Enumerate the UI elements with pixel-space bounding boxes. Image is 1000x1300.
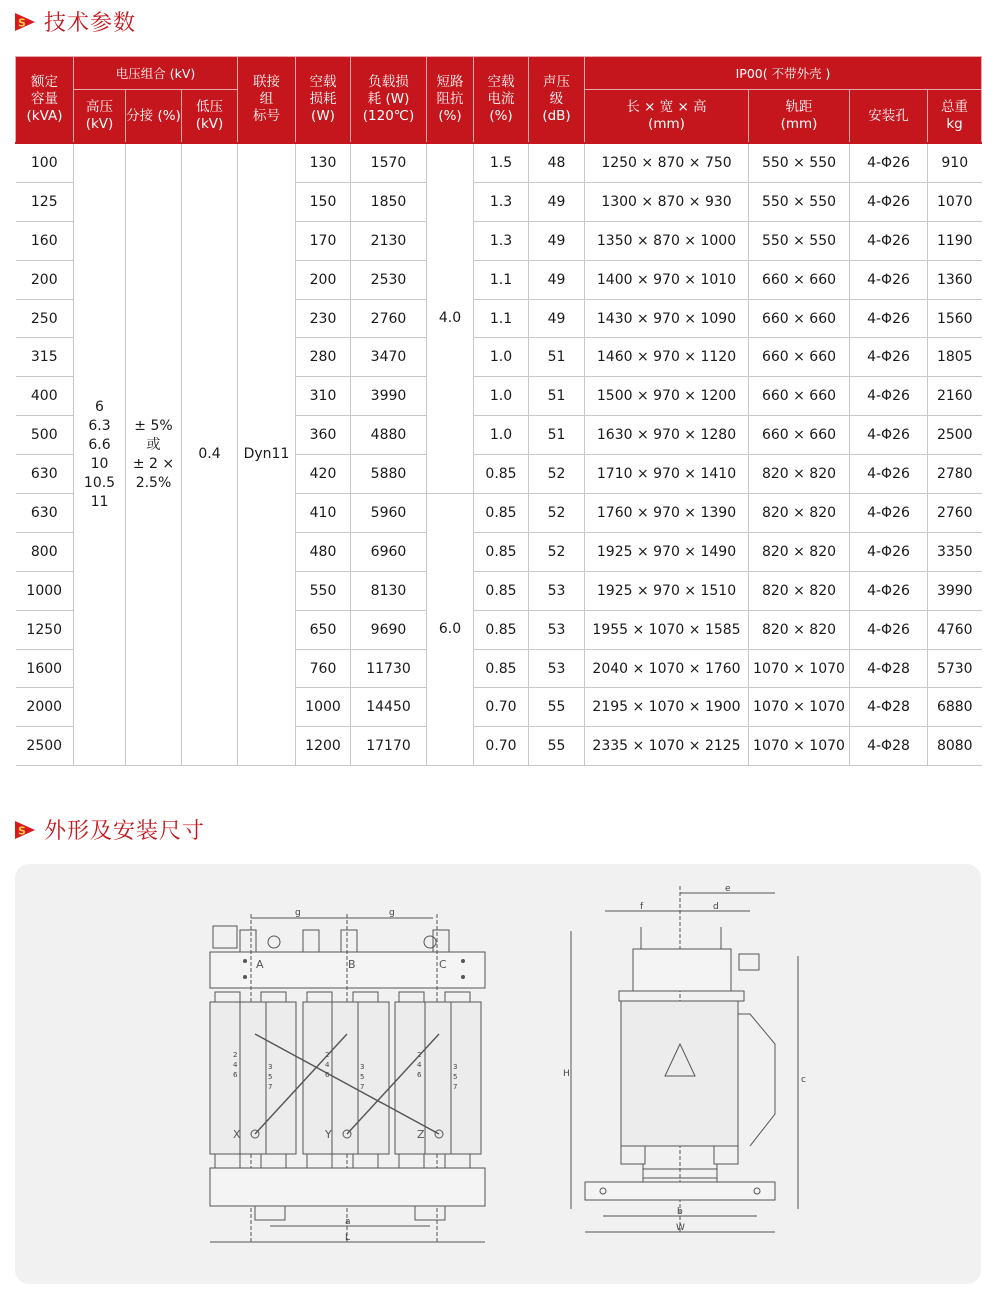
cell-weight: 3990: [928, 571, 982, 610]
header-tap: 分接 (%): [126, 90, 182, 144]
phase-label-a: A: [256, 958, 264, 971]
cell-weight: 1190: [928, 221, 982, 260]
cell-mounting-holes: 4-Φ26: [850, 494, 928, 533]
tap-value: ± 2 ×: [132, 455, 175, 472]
cell-weight: 1805: [928, 338, 982, 377]
cell-mounting-holes: 4-Φ26: [850, 338, 928, 377]
cell-dimensions: 1430 × 970 × 1090: [585, 299, 749, 338]
cell-noise: 49: [529, 182, 585, 221]
cell-no-load-current: 1.5: [474, 143, 529, 182]
cell-gauge: 660 × 660: [749, 338, 850, 377]
cell-no-load-loss: 480: [296, 532, 351, 571]
cell-no-load-loss: 760: [296, 649, 351, 688]
header-no-load-loss: 空载 损耗 (W): [296, 57, 351, 144]
cell-no-load-loss: 360: [296, 416, 351, 455]
cell-dimensions: 1460 × 970 × 1120: [585, 338, 749, 377]
cell-noise: 49: [529, 299, 585, 338]
cell-noise: 51: [529, 416, 585, 455]
hv-value: 10.5: [83, 474, 116, 491]
cell-tap-values: [126, 143, 182, 766]
cell-noise: 55: [529, 727, 585, 766]
cell-no-load-current: 0.85: [474, 494, 529, 533]
cell-no-load-loss: 150: [296, 182, 351, 221]
section-title-tech-params: [14, 6, 136, 37]
cell-mounting-holes: 4-Φ26: [850, 182, 928, 221]
cell-no-load-current: 1.0: [474, 338, 529, 377]
tap-number: 5: [453, 1073, 458, 1081]
cell-load-loss: 5960: [351, 494, 427, 533]
header-weight: 总重 kg: [928, 90, 982, 144]
phase-label-b: B: [348, 958, 356, 971]
cell-noise: 48: [529, 143, 585, 182]
cell-weight: 1360: [928, 260, 982, 299]
cell-mounting-holes: 4-Φ28: [850, 727, 928, 766]
cell-load-loss: 1850: [351, 182, 427, 221]
svg-text:S: S: [18, 824, 26, 837]
cell-noise: 52: [529, 494, 585, 533]
cell-capacity: 200: [16, 260, 74, 299]
outline-drawings-panel: [15, 864, 981, 1284]
cell-noise: 49: [529, 260, 585, 299]
cell-mounting-holes: 4-Φ26: [850, 532, 928, 571]
dim-label-f: f: [640, 902, 644, 912]
cell-load-loss: 4880: [351, 416, 427, 455]
dim-label-g: g: [389, 908, 395, 918]
cell-no-load-current: 1.1: [474, 299, 529, 338]
cell-mounting-holes: 4-Φ26: [850, 455, 928, 494]
dim-label-c: c: [801, 1075, 806, 1085]
header-vector-group: 联接 组 标号: [238, 57, 296, 144]
header-voltage-combo: 电压组合 (kV): [74, 57, 238, 90]
hv-value: 6.3: [88, 417, 111, 434]
cell-dimensions: 1925 × 970 × 1510: [585, 571, 749, 610]
cell-gauge: 820 × 820: [749, 494, 850, 533]
cell-noise: 55: [529, 688, 585, 727]
cell-dimensions: 1500 × 970 × 1200: [585, 377, 749, 416]
cell-gauge: 820 × 820: [749, 455, 850, 494]
cell-dimensions: 1300 × 870 × 930: [585, 182, 749, 221]
cell-load-loss: 11730: [351, 649, 427, 688]
tap-value: ± 5%: [134, 417, 173, 434]
dim-label-e: e: [725, 884, 731, 894]
cell-capacity: 500: [16, 416, 74, 455]
cell-mounting-holes: 4-Φ26: [850, 143, 928, 182]
hv-value: 6: [95, 398, 104, 415]
tap-number: 2: [233, 1051, 238, 1059]
cell-weight: 8080: [928, 727, 982, 766]
section-title-text: 外形及安装尺寸: [44, 819, 206, 844]
cell-gauge: 820 × 820: [749, 532, 850, 571]
header-noise: 声压 级 (dB): [529, 57, 585, 144]
cell-load-loss: 2530: [351, 260, 427, 299]
terminal-label-z: Z: [417, 1128, 425, 1141]
section-bullet-icon: [14, 12, 36, 32]
cell-weight: 6880: [928, 688, 982, 727]
dim-label-a: a: [345, 1217, 351, 1227]
cell-weight: 1560: [928, 299, 982, 338]
header-ip00: IP00( 不带外壳 ): [585, 57, 982, 90]
dim-label-g: g: [295, 908, 301, 918]
cell-gauge: 660 × 660: [749, 299, 850, 338]
tap-number: 6: [325, 1071, 330, 1079]
hv-value: 6.6: [88, 436, 111, 453]
header-dimensions: 长 × 宽 × 高 (mm): [585, 90, 749, 144]
cell-no-load-current: 1.0: [474, 416, 529, 455]
dim-label-w: W: [676, 1223, 685, 1233]
cell-capacity: 630: [16, 494, 74, 533]
cell-weight: 2760: [928, 494, 982, 533]
hv-value: 11: [90, 493, 109, 510]
cell-load-loss: 9690: [351, 610, 427, 649]
header-no-load-current: 空载 电流 (%): [474, 57, 529, 144]
cell-dimensions: 2195 × 1070 × 1900: [585, 688, 749, 727]
cell-dimensions: 1710 × 970 × 1410: [585, 455, 749, 494]
cell-capacity: 2000: [16, 688, 74, 727]
cell-weight: 4760: [928, 610, 982, 649]
cell-mounting-holes: 4-Φ26: [850, 416, 928, 455]
header-hv: 高压 (kV): [74, 90, 126, 144]
cell-capacity: 800: [16, 532, 74, 571]
cell-mounting-holes: 4-Φ26: [850, 299, 928, 338]
header-impedance: 短路 阻抗 (%): [427, 57, 474, 144]
cell-load-loss: 5880: [351, 455, 427, 494]
cell-no-load-loss: 170: [296, 221, 351, 260]
hv-value: 10: [90, 455, 109, 472]
cell-load-loss: 8130: [351, 571, 427, 610]
cell-load-loss: 2130: [351, 221, 427, 260]
cell-dimensions: 2040 × 1070 × 1760: [585, 649, 749, 688]
cell-noise: 51: [529, 338, 585, 377]
tap-number: 7: [360, 1083, 365, 1091]
cell-weight: 3350: [928, 532, 982, 571]
cell-noise: 51: [529, 377, 585, 416]
cell-hv-values: [74, 143, 126, 766]
table-row: [16, 143, 982, 182]
tap-number: 5: [268, 1073, 273, 1081]
cell-gauge: 550 × 550: [749, 143, 850, 182]
tap-number: 6: [417, 1071, 422, 1079]
cell-dimensions: 1955 × 1070 × 1585: [585, 610, 749, 649]
cell-lv-value: 0.4: [182, 143, 238, 766]
cell-no-load-current: 1.3: [474, 182, 529, 221]
cell-mounting-holes: 4-Φ28: [850, 688, 928, 727]
header-lv: 低压 (kV): [182, 90, 238, 144]
cell-capacity: 160: [16, 221, 74, 260]
tap-value: 2.5%: [135, 474, 172, 491]
cell-no-load-loss: 1000: [296, 688, 351, 727]
cell-noise: 49: [529, 221, 585, 260]
header-rated-capacity: 额定 容量 (kVA): [16, 57, 74, 144]
cell-no-load-current: 1.1: [474, 260, 529, 299]
cell-mounting-holes: 4-Φ26: [850, 571, 928, 610]
cell-weight: 5730: [928, 649, 982, 688]
cell-no-load-current: 1.3: [474, 221, 529, 260]
tap-number: 6: [233, 1071, 238, 1079]
tap-number: 4: [325, 1061, 330, 1069]
cell-dimensions: 1350 × 870 × 1000: [585, 221, 749, 260]
terminal-label-x: X: [233, 1128, 241, 1141]
header-gauge: 轨距 (mm): [749, 90, 850, 144]
cell-no-load-loss: 130: [296, 143, 351, 182]
cell-no-load-current: 1.0: [474, 377, 529, 416]
cell-no-load-current: 0.70: [474, 727, 529, 766]
cell-load-loss: 3470: [351, 338, 427, 377]
outline-drawings: [15, 864, 981, 1284]
cell-impedance-group1: 4.0: [427, 143, 474, 494]
cell-capacity: 315: [16, 338, 74, 377]
cell-weight: 910: [928, 143, 982, 182]
cell-no-load-current: 0.85: [474, 571, 529, 610]
side-view-drawing: [563, 884, 806, 1234]
header-load-loss: 负载损 耗 (W) (120℃): [351, 57, 427, 144]
cell-noise: 52: [529, 532, 585, 571]
cell-gauge: 550 × 550: [749, 221, 850, 260]
cell-gauge: 660 × 660: [749, 377, 850, 416]
dim-label-l: L: [345, 1233, 351, 1243]
cell-capacity: 250: [16, 299, 74, 338]
cell-load-loss: 14450: [351, 688, 427, 727]
tap-number: 3: [453, 1063, 458, 1071]
cell-load-loss: 6960: [351, 532, 427, 571]
dim-label-b: b: [677, 1207, 683, 1217]
svg-text:S: S: [18, 16, 26, 29]
cell-no-load-loss: 200: [296, 260, 351, 299]
cell-dimensions: 1630 × 970 × 1280: [585, 416, 749, 455]
section-title-outline: [14, 814, 205, 845]
cell-gauge: 660 × 660: [749, 416, 850, 455]
cell-no-load-loss: 550: [296, 571, 351, 610]
tap-number: 2: [325, 1051, 330, 1059]
cell-no-load-current: 0.85: [474, 532, 529, 571]
cell-dimensions: 2335 × 1070 × 2125: [585, 727, 749, 766]
cell-dimensions: 1400 × 970 × 1010: [585, 260, 749, 299]
cell-load-loss: 3990: [351, 377, 427, 416]
spec-table: [15, 56, 982, 766]
cell-dimensions: 1760 × 970 × 1390: [585, 494, 749, 533]
tap-number: 4: [233, 1061, 238, 1069]
terminal-label-y: Y: [325, 1128, 332, 1141]
cell-impedance-group2: 6.0: [427, 494, 474, 766]
cell-gauge: 1070 × 1070: [749, 649, 850, 688]
cell-weight: 2500: [928, 416, 982, 455]
cell-gauge: 820 × 820: [749, 571, 850, 610]
cell-no-load-loss: 410: [296, 494, 351, 533]
cell-noise: 53: [529, 649, 585, 688]
cell-weight: 1070: [928, 182, 982, 221]
cell-capacity: 1000: [16, 571, 74, 610]
cell-no-load-loss: 280: [296, 338, 351, 377]
tap-number: 7: [453, 1083, 458, 1091]
cell-noise: 53: [529, 610, 585, 649]
tap-number: 3: [268, 1063, 273, 1071]
cell-noise: 52: [529, 455, 585, 494]
cell-no-load-loss: 310: [296, 377, 351, 416]
header-mounting-holes: 安装孔: [850, 90, 928, 144]
cell-no-load-loss: 1200: [296, 727, 351, 766]
cell-load-loss: 2760: [351, 299, 427, 338]
front-view-drawing: [210, 908, 485, 1244]
cell-capacity: 630: [16, 455, 74, 494]
tap-number: 3: [360, 1063, 365, 1071]
cell-weight: 2160: [928, 377, 982, 416]
cell-gauge: 820 × 820: [749, 610, 850, 649]
cell-mounting-holes: 4-Φ26: [850, 610, 928, 649]
cell-capacity: 1600: [16, 649, 74, 688]
tap-number: 7: [268, 1083, 273, 1091]
cell-dimensions: 1250 × 870 × 750: [585, 143, 749, 182]
cell-no-load-loss: 230: [296, 299, 351, 338]
cell-no-load-current: 0.70: [474, 688, 529, 727]
cell-weight: 2780: [928, 455, 982, 494]
cell-gauge: 1070 × 1070: [749, 688, 850, 727]
cell-gauge: 550 × 550: [749, 182, 850, 221]
tap-number: 4: [417, 1061, 422, 1069]
cell-no-load-current: 0.85: [474, 455, 529, 494]
dim-label-h: H: [563, 1069, 570, 1079]
tap-number: 2: [417, 1051, 422, 1059]
cell-capacity: 125: [16, 182, 74, 221]
cell-no-load-loss: 650: [296, 610, 351, 649]
cell-noise: 53: [529, 571, 585, 610]
cell-no-load-current: 0.85: [474, 649, 529, 688]
cell-no-load-loss: 420: [296, 455, 351, 494]
cell-gauge: 1070 × 1070: [749, 727, 850, 766]
cell-capacity: 1250: [16, 610, 74, 649]
cell-mounting-holes: 4-Φ26: [850, 260, 928, 299]
cell-no-load-current: 0.85: [474, 610, 529, 649]
cell-load-loss: 1570: [351, 143, 427, 182]
tap-number: 5: [360, 1073, 365, 1081]
dim-label-d: d: [713, 902, 719, 912]
cell-capacity: 100: [16, 143, 74, 182]
cell-vector-group: Dyn11: [238, 143, 296, 766]
cell-capacity: 2500: [16, 727, 74, 766]
phase-label-c: C: [439, 958, 447, 971]
cell-mounting-holes: 4-Φ28: [850, 649, 928, 688]
cell-mounting-holes: 4-Φ26: [850, 221, 928, 260]
tap-value: 或: [146, 436, 161, 453]
cell-load-loss: 17170: [351, 727, 427, 766]
section-title-text: 技术参数: [44, 11, 137, 36]
cell-capacity: 400: [16, 377, 74, 416]
cell-dimensions: 1925 × 970 × 1490: [585, 532, 749, 571]
cell-mounting-holes: 4-Φ26: [850, 377, 928, 416]
section-bullet-icon: [14, 820, 36, 840]
cell-gauge: 660 × 660: [749, 260, 850, 299]
